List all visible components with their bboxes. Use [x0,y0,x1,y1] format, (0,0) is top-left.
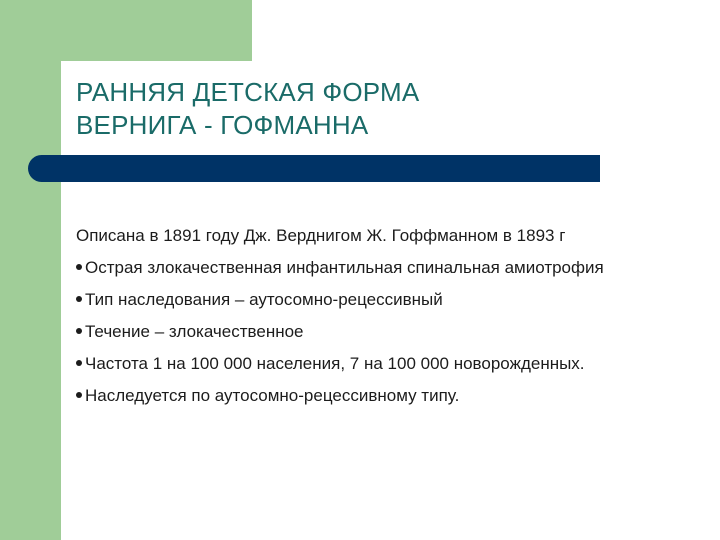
slide-title-line-1: РАННЯЯ ДЕТСКАЯ ФОРМА [76,77,420,107]
bullet-text: Острая злокачественная инфантильная спинальная амиотрофия [85,258,604,277]
intro-text: Описана в 1891 году Дж. Верднигом Ж. Гоффманном в 1893 г [76,226,566,245]
slide-body [76,224,636,416]
bullet-item [76,256,636,280]
bullet-text: Течение – злокачественное [85,322,304,341]
bullet-dot-icon [76,328,82,334]
bullet-item [76,384,636,408]
bullet-item [76,288,636,312]
bullet-text: Тип наследования – аутосомно-рецессивный [85,290,443,309]
slide-title-line-2: ВЕРНИГА - ГОФМАННА [76,110,369,140]
left-accent-band [0,0,61,540]
slide-title [76,76,676,142]
bullet-text: Наследуется по аутосомно-рецессивному типу. [85,386,460,405]
bullet-dot-icon [76,264,82,270]
title-divider-bar [28,155,600,182]
bullet-item [76,352,636,376]
bullet-dot-icon [76,392,82,398]
top-accent-band [61,0,252,61]
bullet-item [76,320,636,344]
bullet-dot-icon [76,360,82,366]
bullet-text: Частота 1 на 100 000 населения, 7 на 100 000 новорожденных. [85,354,585,373]
bullet-dot-icon [76,296,82,302]
